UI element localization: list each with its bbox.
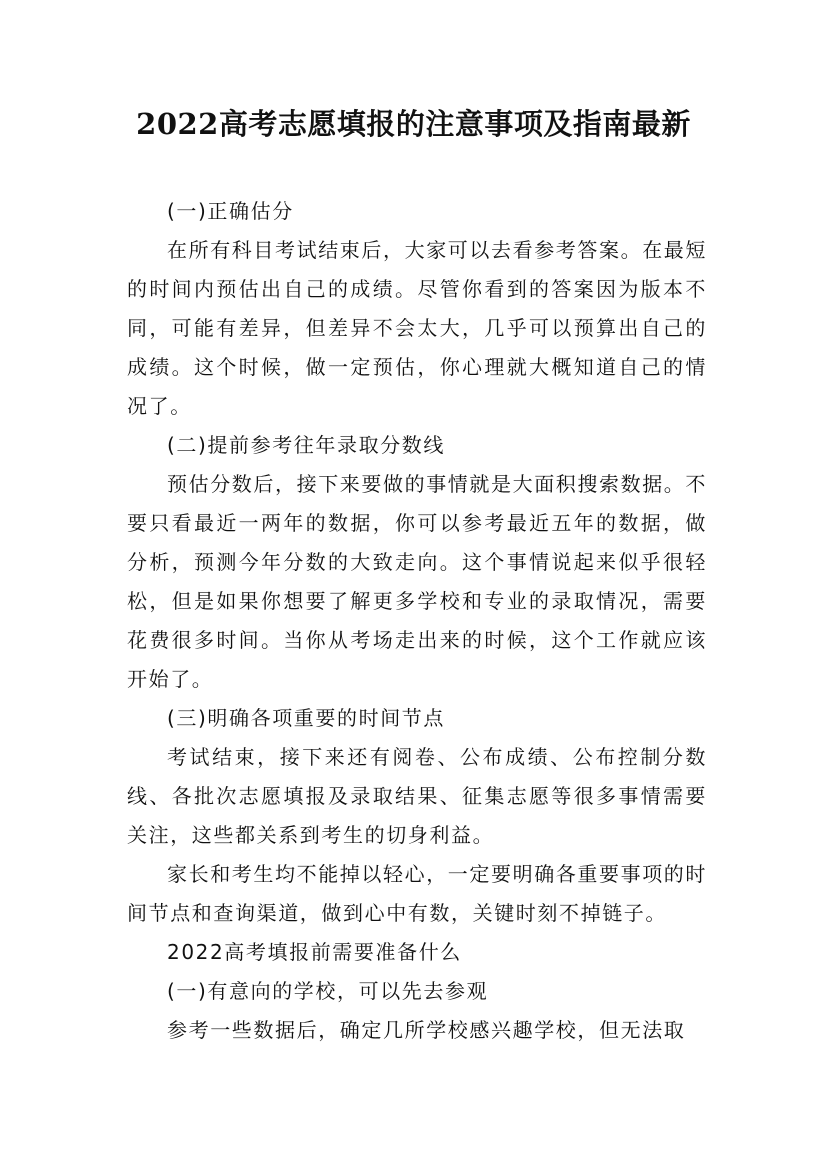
- section-heading-1: (一)正确估分: [167, 199, 294, 223]
- document-title: 2022高考志愿填报的注意事项及指南最新: [136, 107, 691, 141]
- paragraph-1: 在所有科目考试结束后，大家可以去看参考答案。在最短的时间内预估出自己的成绩。尽管你看到的答案因为版本不同，可能有差异，但差异不会太大，几乎可以预算出自己的成绩。这个时候，做一定预估，你心理就大概知道自己的情况了。: [127, 238, 707, 418]
- paragraph-2: 预估分数后，接下来要做的事情就是大面积搜索数据。不要只看最近一两年的数据，你可以参考最近五年的数据，做分析，预测今年分数的大致走向。这个事情说起来似乎很轻松，但是如果你想要了解更多学校和专业的录取情况，需要花费很多时间。当你从考场走出来的时候，这个工作就应该开始了。: [127, 472, 707, 691]
- document-body: [127, 192, 707, 1050]
- section-heading-2: (二)提前参考往年录取分数线: [167, 433, 446, 457]
- section-heading-5: (一)有意向的学校，可以先去参观: [167, 979, 489, 1003]
- section-heading-3: (三)明确各项重要的时间节点: [167, 706, 446, 730]
- section-heading-4: 2022高考填报前需要准备什么: [167, 940, 462, 964]
- paragraph-3: 考试结束，接下来还有阅卷、公布成绩、公布控制分数线、各批次志愿填报及录取结果、征集志愿等很多事情需要关注，这些都关系到考生的切身利益。: [127, 745, 707, 847]
- paragraph-5: 参考一些数据后，确定几所学校感兴趣学校，但无法取: [167, 1018, 686, 1042]
- paragraph-4: 家长和考生均不能掉以轻心，一定要明确各重要事项的时间节点和查询渠道，做到心中有数，关键时刻不掉链子。: [127, 862, 707, 925]
